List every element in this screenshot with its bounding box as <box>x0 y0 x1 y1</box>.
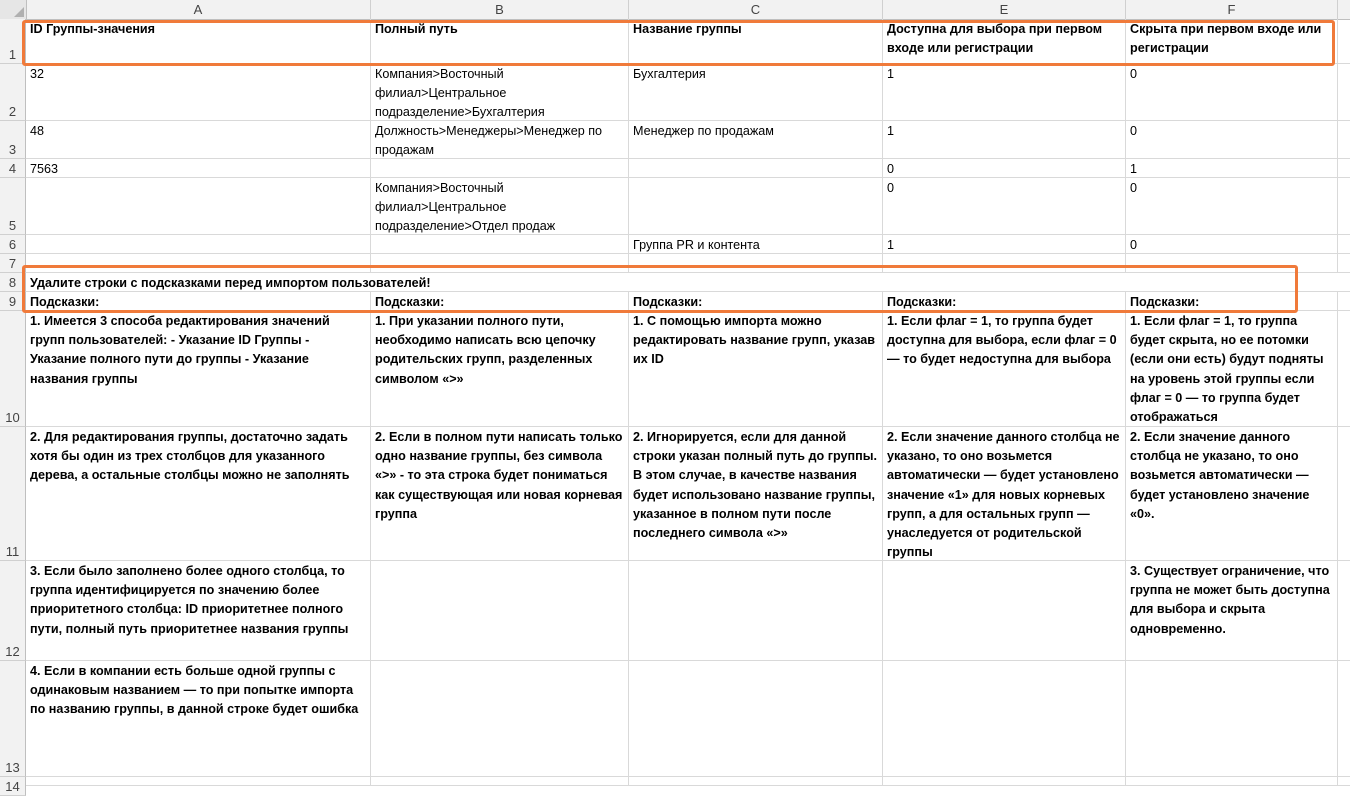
table-row <box>26 427 1350 561</box>
table-row <box>26 273 1350 292</box>
row-header[interactable]: 4 <box>0 159 26 178</box>
cell-f3[interactable]: 0 <box>1126 121 1338 158</box>
cell-f2[interactable]: 0 <box>1126 64 1338 120</box>
cell-a5[interactable] <box>26 178 371 234</box>
cell-a10[interactable]: 1. Имеется 3 способа редактирования значений групп пользователей: - Указание ID Группы - Указание полного пути до группы - Указание названия группы <box>26 311 371 426</box>
row-header[interactable]: 6 <box>0 235 26 254</box>
row-header[interactable]: 14 <box>0 777 26 796</box>
cell-e3[interactable]: 1 <box>883 121 1126 158</box>
cell-b13[interactable] <box>371 661 629 776</box>
table-row <box>26 254 1350 273</box>
cell-c10[interactable]: 1. С помощью импорта можно редактировать название групп, указав их ID <box>629 311 883 426</box>
row-header[interactable]: 7 <box>0 254 26 273</box>
cell-f10[interactable]: 1. Если флаг = 1, то группа будет скрыта, но ее потомки (если они есть) будут подняты на уровень этой группы если флаг = 0 — то группа будет отображаться <box>1126 311 1338 426</box>
cell-f12[interactable]: 3. Существует ограничение, что группа не может быть доступна для выбора и скрыта одновременно. <box>1126 561 1338 660</box>
cell-a14[interactable] <box>26 777 371 785</box>
cell-b7[interactable] <box>371 254 629 272</box>
cell-b6[interactable] <box>371 235 629 253</box>
table-row <box>26 311 1350 427</box>
table-row <box>26 777 1350 786</box>
row-header[interactable]: 9 <box>0 292 26 311</box>
select-all-corner[interactable] <box>0 0 27 19</box>
row-header[interactable]: 11 <box>0 427 26 561</box>
cell-e12[interactable] <box>883 561 1126 660</box>
row-header[interactable]: 1 <box>0 19 26 64</box>
cell-c4[interactable] <box>629 159 883 177</box>
cell-b14[interactable] <box>371 777 629 785</box>
column-header-e[interactable]: E <box>883 0 1126 19</box>
table-row <box>26 64 1350 121</box>
cell-c14[interactable] <box>629 777 883 785</box>
cell-c7[interactable] <box>629 254 883 272</box>
cell-f7[interactable] <box>1126 254 1338 272</box>
cell-c9[interactable]: Подсказки: <box>629 292 883 310</box>
column-header-b[interactable]: B <box>371 0 629 19</box>
cell-e1[interactable]: Доступна для выбора при первом входе или регистрации <box>883 19 1126 63</box>
cell-f11[interactable]: 2. Если значение данного столбца не указано, то оно возьмется автоматически — будет установлено значение «0». <box>1126 427 1338 560</box>
cell-f5[interactable]: 0 <box>1126 178 1338 234</box>
cell-e5[interactable]: 0 <box>883 178 1126 234</box>
cell-f4[interactable]: 1 <box>1126 159 1338 177</box>
table-row <box>26 235 1350 254</box>
cell-c5[interactable] <box>629 178 883 234</box>
cell-a7[interactable] <box>26 254 371 272</box>
cell-b2[interactable]: Компания>Восточный филиал>Центральное подразделение>Бухгалтерия <box>371 64 629 120</box>
cell-a8-warning[interactable]: Удалите строки с подсказками перед импортом пользователей! <box>30 276 431 290</box>
cell-a13[interactable]: 4. Если в компании есть больше одной группы с одинаковым названием — то при попытке импорта по названию группы, в данной строке будет ошибка <box>26 661 371 776</box>
cell-c12[interactable] <box>629 561 883 660</box>
column-header-bar <box>0 0 1350 20</box>
row-header[interactable]: 13 <box>0 661 26 777</box>
cell-c11[interactable]: 2. Игнорируется, если для данной строки указан полный путь до группы. В этом случае, в качестве названия будет использовано название группы, указанное в полном пути после последнего символа «>» <box>629 427 883 560</box>
cell-a9[interactable]: Подсказки: <box>26 292 371 310</box>
cell-c3[interactable]: Менеджер по продажам <box>629 121 883 158</box>
row-header[interactable]: 3 <box>0 121 26 159</box>
cell-c13[interactable] <box>629 661 883 776</box>
row-header[interactable]: 2 <box>0 64 26 121</box>
table-row <box>26 561 1350 661</box>
cell-e14[interactable] <box>883 777 1126 785</box>
cell-f14[interactable] <box>1126 777 1338 785</box>
cell-a6[interactable] <box>26 235 371 253</box>
cell-c1[interactable]: Название группы <box>629 19 883 63</box>
table-row <box>26 159 1350 178</box>
cell-c6[interactable]: Группа PR и контента <box>629 235 883 253</box>
cell-b4[interactable] <box>371 159 629 177</box>
table-row <box>26 292 1350 311</box>
table-row <box>26 178 1350 235</box>
cell-a12[interactable]: 3. Если было заполнено более одного столбца, то группа идентифицируется по значению более приоритетного столбца: ID приоритетнее полного пути, полный путь приоритетнее названия группы <box>26 561 371 660</box>
row-header[interactable]: 10 <box>0 311 26 427</box>
row-header[interactable]: 8 <box>0 273 26 292</box>
cell-b3[interactable]: Должность>Менеджеры>Менеджер по продажам <box>371 121 629 158</box>
cell-c2[interactable]: Бухгалтерия <box>629 64 883 120</box>
table-row <box>26 661 1350 777</box>
cell-e13[interactable] <box>883 661 1126 776</box>
cell-e4[interactable]: 0 <box>883 159 1126 177</box>
column-header-f[interactable]: F <box>1126 0 1338 19</box>
column-header-a[interactable]: A <box>26 0 371 19</box>
cell-f6[interactable]: 0 <box>1126 235 1338 253</box>
cell-e7[interactable] <box>883 254 1126 272</box>
cell-e11[interactable]: 2. Если значение данного столбца не указано, то оно возьмется автоматически — будет установлено значение «1» для новых корневых групп, а для остальных групп — унаследуется от родительской группы <box>883 427 1126 560</box>
cell-e9[interactable]: Подсказки: <box>883 292 1126 310</box>
cell-a4[interactable]: 7563 <box>26 159 371 177</box>
table-row <box>26 121 1350 159</box>
cell-e2[interactable]: 1 <box>883 64 1126 120</box>
column-header-c[interactable]: C <box>629 0 883 19</box>
row-header[interactable]: 12 <box>0 561 26 661</box>
cell-e6[interactable]: 1 <box>883 235 1126 253</box>
cell-b9[interactable]: Подсказки: <box>371 292 629 310</box>
cell-a1[interactable]: ID Группы-значения <box>26 19 371 63</box>
cell-f9[interactable]: Подсказки: <box>1126 292 1338 310</box>
cell-b5[interactable]: Компания>Восточный филиал>Центральное подразделение>Отдел продаж <box>371 178 629 234</box>
cell-e10[interactable]: 1. Если флаг = 1, то группа будет доступна для выбора, если флаг = 0 — то будет недоступна для выбора <box>883 311 1126 426</box>
cell-b12[interactable] <box>371 561 629 660</box>
cell-b11[interactable]: 2. Если в полном пути написать только одно название группы, без символа «>» - то эта строка будет пониматься как существующая или новая корневая группа <box>371 427 629 560</box>
cell-f1[interactable]: Скрыта при первом входе или регистрации <box>1126 19 1338 63</box>
cell-b1[interactable]: Полный путь <box>371 19 629 63</box>
cell-a11[interactable]: 2. Для редактирования группы, достаточно задать хотя бы один из трех столбцов для указанного дерева, а остальные столбцы можно не заполнять <box>26 427 371 560</box>
cell-a3[interactable]: 48 <box>26 121 371 158</box>
row-header[interactable]: 5 <box>0 178 26 235</box>
cell-f13[interactable] <box>1126 661 1338 776</box>
cell-b10[interactable]: 1. При указании полного пути, необходимо написать всю цепочку родительских групп, разделенных символом «>» <box>371 311 629 426</box>
cell-a2[interactable]: 32 <box>26 64 371 120</box>
table-row <box>26 19 1350 64</box>
